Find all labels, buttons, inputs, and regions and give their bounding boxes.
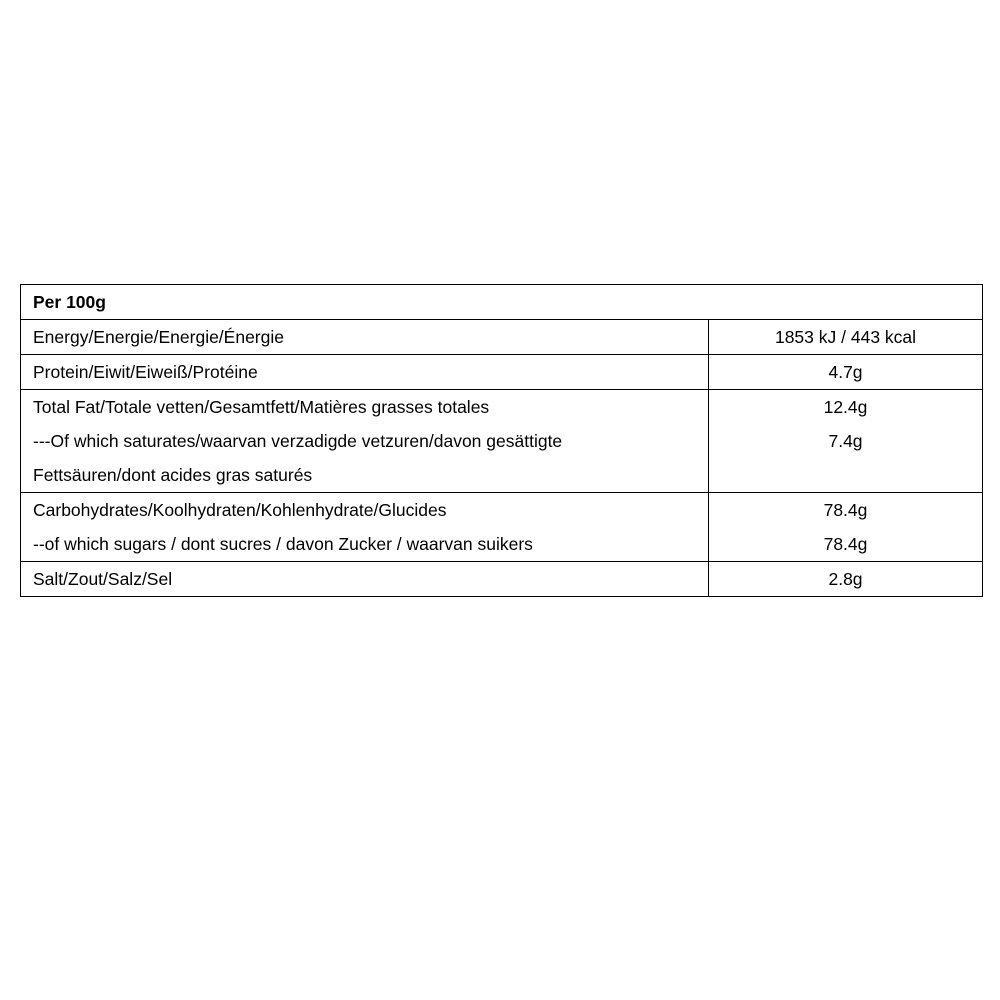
nutrient-label: Total Fat/Totale vetten/Gesamtfett/Matières grasses totales xyxy=(33,397,490,417)
nutrient-value: 4.7g xyxy=(709,355,983,390)
table-row xyxy=(21,320,983,355)
nutrient-label: Protein/Eiwit/Eiweiß/Protéine xyxy=(21,355,709,390)
table-row xyxy=(21,390,983,493)
nutrient-value: 78.4g xyxy=(823,500,868,520)
nutrient-value: 1853 kJ / 443 kcal xyxy=(709,320,983,355)
nutrient-sub-value: 78.4g xyxy=(823,534,868,554)
nutrient-sub-label: --of which sugars / dont sucres / davon Zucker / waarvan suikers xyxy=(33,534,533,554)
nutrient-sub-label: ---Of which saturates/waarvan verzadigde vetzuren/davon gesättigte Fettsäuren/dont acides gras saturés xyxy=(33,431,563,485)
table-header-row xyxy=(21,285,983,320)
nutrient-value-cell xyxy=(709,390,983,493)
nutrient-value: 2.8g xyxy=(709,562,983,597)
table-header: Per 100g xyxy=(21,285,983,320)
nutrient-label-cell xyxy=(21,493,709,562)
nutrient-value-cell xyxy=(709,493,983,562)
nutrient-value: 12.4g xyxy=(823,397,868,417)
table-row xyxy=(21,493,983,562)
nutrient-label: Salt/Zout/Salz/Sel xyxy=(21,562,709,597)
nutrient-label: Carbohydrates/Koolhydraten/Kohlenhydrate/Glucides xyxy=(33,500,447,520)
nutrition-table xyxy=(20,284,983,597)
nutrient-label-cell xyxy=(21,390,709,493)
nutrient-sub-value: 7.4g xyxy=(828,431,863,451)
nutrient-label: Energy/Energie/Energie/Énergie xyxy=(21,320,709,355)
table-row xyxy=(21,355,983,390)
table-row xyxy=(21,562,983,597)
